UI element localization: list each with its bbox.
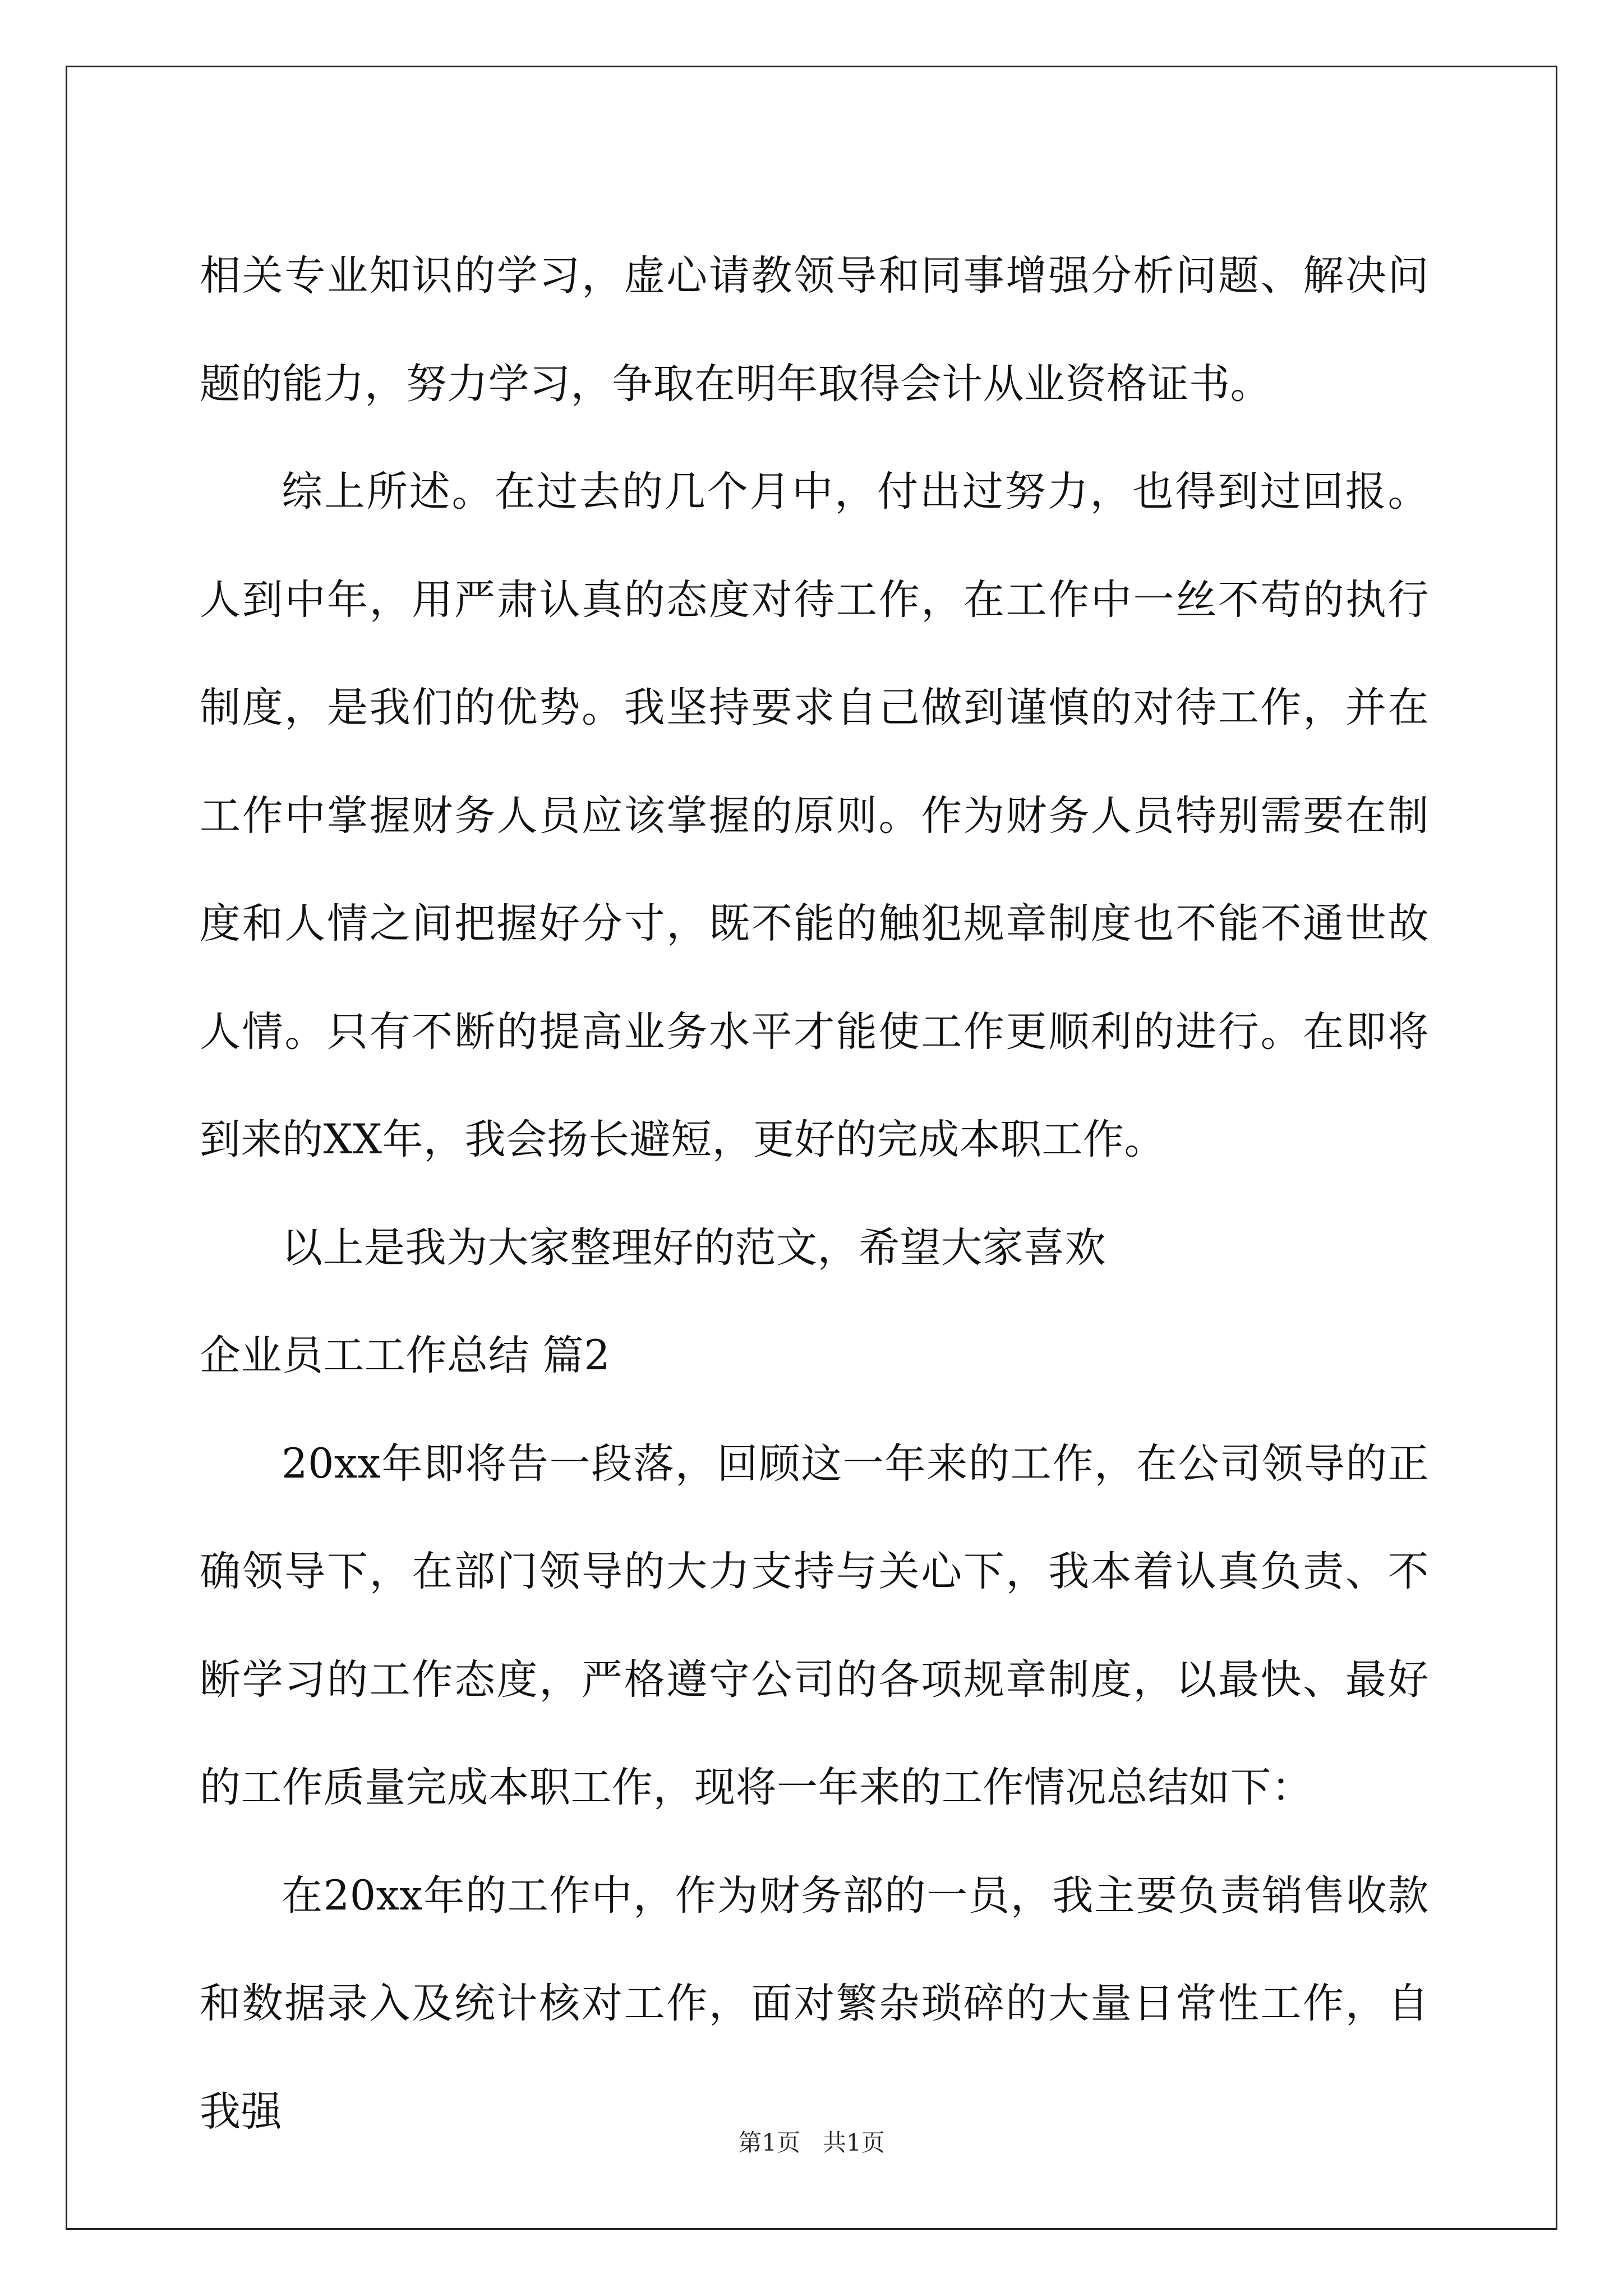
document-body [200, 222, 1429, 2166]
paragraph-continued: 相关专业知识的学习，虚心请教领导和同事增强分析问题、解决问题的能力，努力学习，争取在明年取得会计从业资格证书。 [200, 252, 1429, 408]
page-total: 共1页 [823, 2129, 885, 2156]
paragraph-intro: 20xx年即将告一段落，回顾这一年来的工作，在公司领导的正确领导下，在部门领导的大力支持与关心下，我本着认真负责、不断学习的工作态度，严格遵守公司的各项规章制度，以最快、最好的工作质量完成本职工作，现将一年来的工作情况总结如下： [200, 1439, 1429, 1811]
paragraph-summary: 综上所述。在过去的几个月中，付出过努力，也得到过回报。人到中年，用严肃认真的态度对待工作，在工作中一丝不苟的执行制度，是我们的优势。我坚持要求自己做到谨慎的对待工作，并在工作中掌握财务人员应该掌握的原则。作为财务人员特别需要在制度和人情之间把握好分寸，既不能的触犯规章制度也不能不通世故人情。只有不断的提高业务水平才能使工作更顺利的进行。在即将到来的XX年，我会扬长避短，更好的完成本职工作。 [200, 468, 1429, 1163]
page-number: 第1页 [738, 2129, 800, 2156]
paragraph-work: 在20xx年的工作中，作为财务部的一员，我主要负责销售收款和数据录入及统计核对工作，面对繁杂琐碎的大量日常性工作，自我强 [200, 1871, 1429, 2136]
section-heading: 企业员工工作总结 篇2 [200, 1332, 611, 1379]
page-footer [0, 2126, 1623, 2160]
paragraph-closing: 以上是我为大家整理好的范文，希望大家喜欢 [282, 1223, 1106, 1272]
